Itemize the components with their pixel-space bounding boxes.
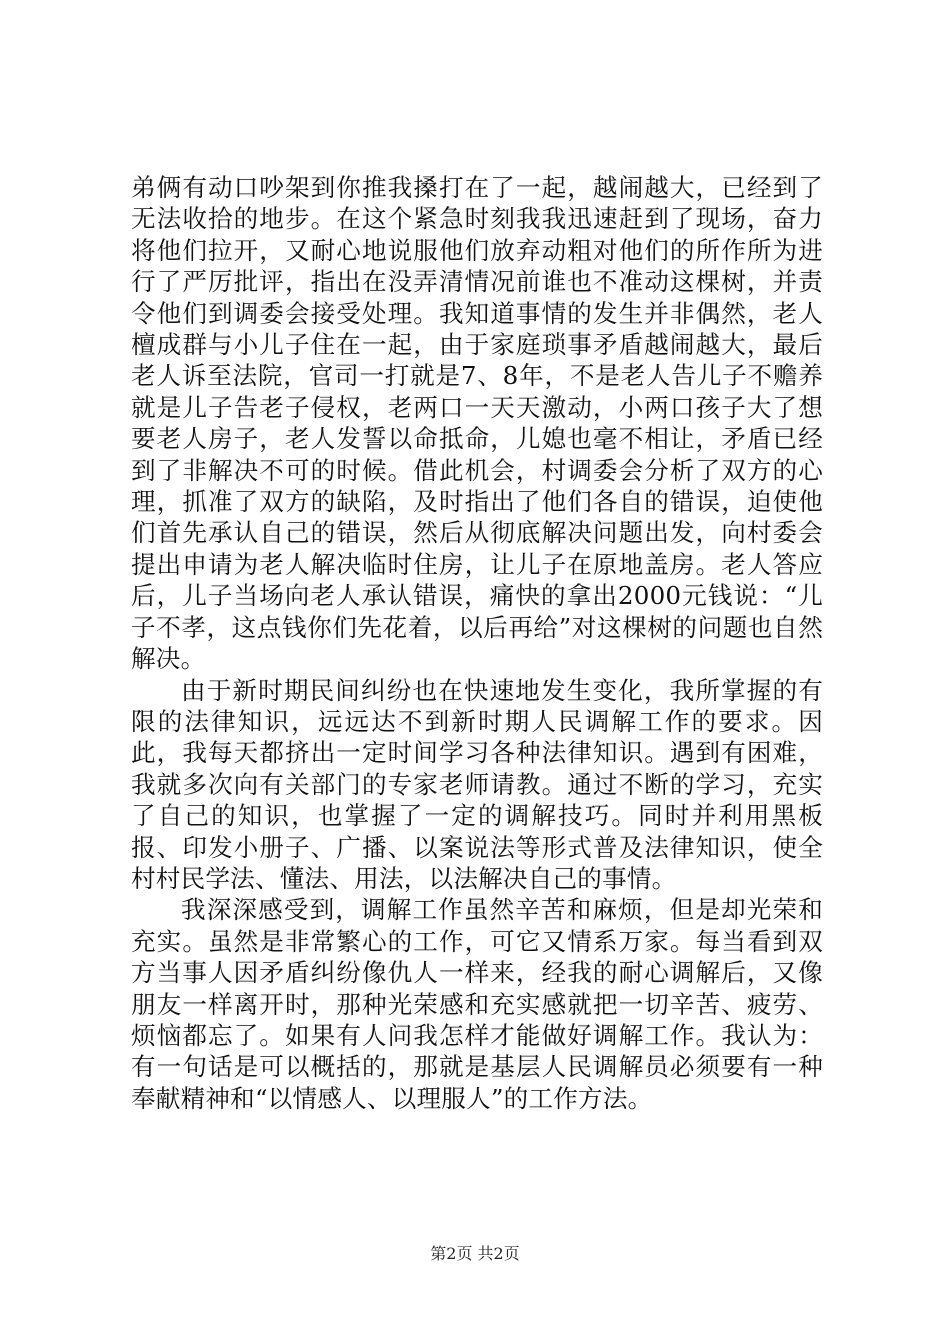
paragraph-1: 弟俩有动口吵架到你推我搡打在了一起，越闹越大，已经到了无法收拾的地步。在这个紧急时刻我我迅速赶到了现场，奋力将他们拉开，又耐心地说服他们放弃动粗对他们的所作所为进行了严厉批评，指出在没弄清情况前谁也不准动这棵树，并责令他们到调委会接受处理。我知道事情的发生并非偶然，老人檀成群与小儿子住在一起，由于家庭琐事矛盾越闹越大，最后老人诉至法院，官司一打就是7、8年，不是老人告儿子不赡养就是儿子告老子侵权，老两口一天天激动，小两口孩子大了想要老人房子，老人发誓以命抵命，儿媳也毫不相让，矛盾已经到了非解决不可的时候。借此机会，村调委会分析了双方的心理，抓准了双方的缺陷，及时指出了他们各自的错误，迫使他们首先承认自己的错误，然后从彻底解决问题出发，向村委会提出申请为老人解决临时住房，让儿子在原地盖房。老人答应后，儿子当场向老人承认错误，痛快的拿出2000元钱说：“儿子不孝，这点钱你们先花着，以后再给”对这棵树的问题也自然解决。 [131,173,823,674]
paragraph-2: 由于新时期民间纠纷也在快速地发生变化，我所掌握的有限的法律知识，远远达不到新时期人民调解工作的要求。因此，我每天都挤出一定时间学习各种法律知识。遇到有困难，我就多次向有关部门的专家老师请教。通过不断的学习，充实了自己的知识，也掌握了一定的调解技巧。同时并利用黑板报、印发小册子、广播、以案说法等形式普及法律知识，使全村村民学法、懂法、用法，以法解决自己的事情。 [131,675,823,893]
page-number-footer: 第2页 共2页 [430,1244,520,1263]
paragraph-3: 我深深感受到，调解工作虽然辛苦和麻烦，但是却光荣和充实。虽然是非常繁心的工作，可它又情系万家。每当看到双方当事人因矛盾纠纷像仇人一样来，经我的耐心调解后，又像朋友一样离开时，那种光荣感和充实感就把一切辛苦、疲劳、烦恼都忘了。如果有人问我怎样才能做好调解工作。我认为：有一句话是可以概括的，那就是基层人民调解员必须要有一种奉献精神和“以情感人、以理服人”的工作方法。 [131,895,823,1113]
document-body [131,172,823,1114]
